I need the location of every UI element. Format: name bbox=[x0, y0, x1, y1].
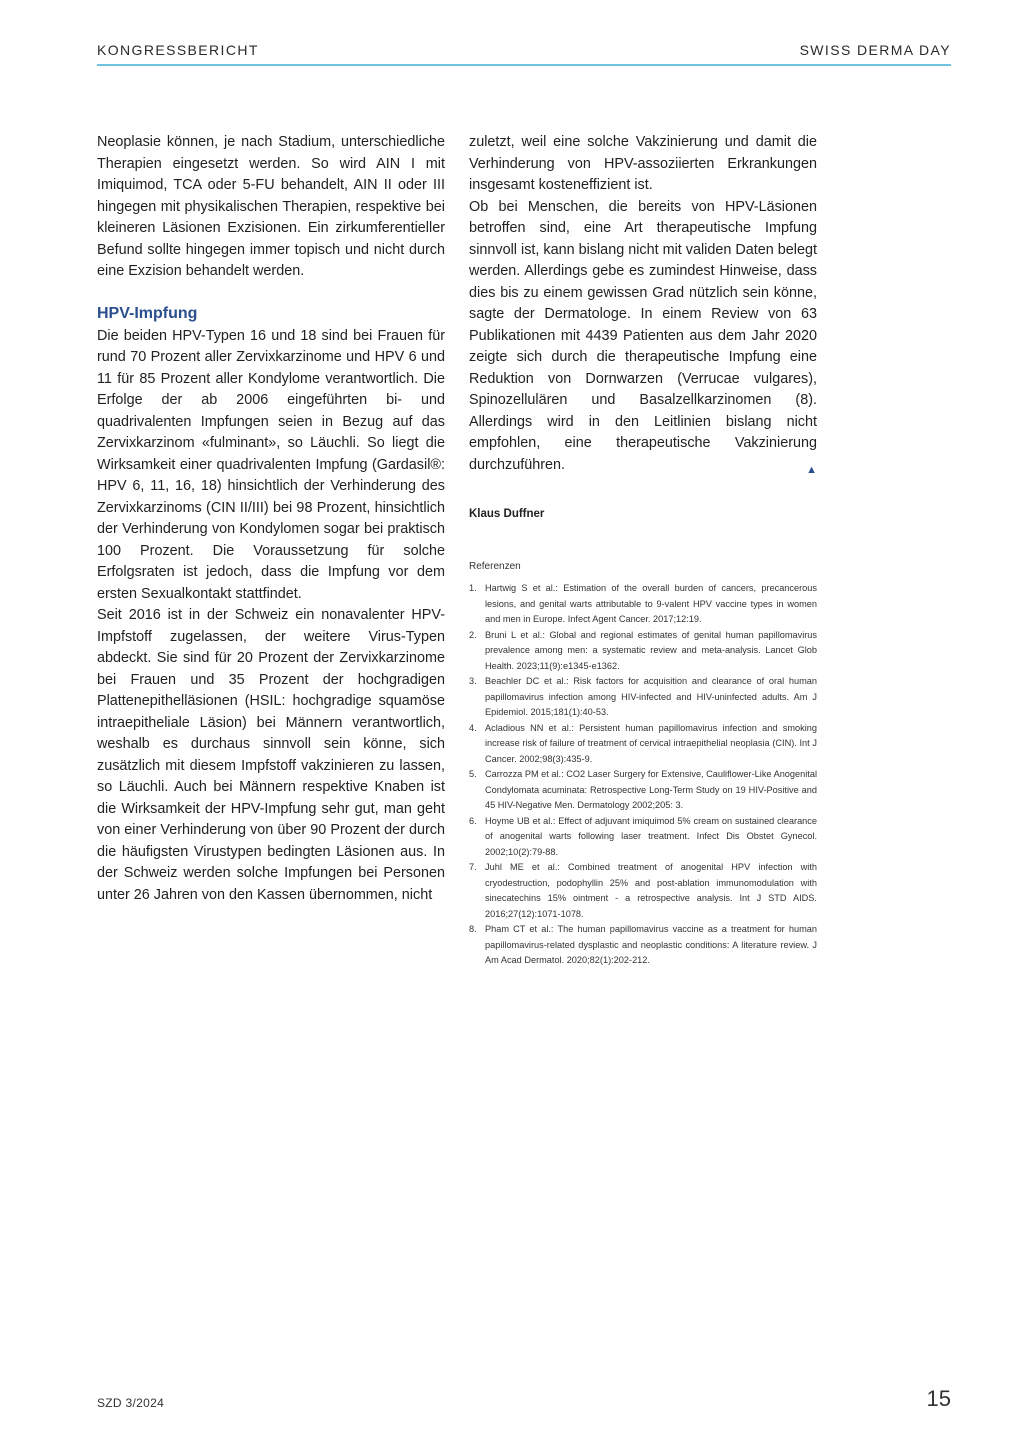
references-title: Referenzen bbox=[469, 560, 521, 572]
reference-text: Beachler DC et al.: Risk factors for acquisition and clearance of oral human papillomavirus infection among HIV-infected and HIV-uninfected adults. Am J Epidemiol. 2015;181(1):40-53. bbox=[485, 676, 817, 717]
page-number: 15 bbox=[926, 1386, 951, 1411]
reference-text: Bruni L et al.: Global and regional estimates of genital human papillomavirus prevalence among men: a systematic review and meta-analysis. Lancet Glob Health. 2023;11(9):e1345-e1362. bbox=[485, 629, 817, 671]
reference-item bbox=[469, 922, 817, 969]
body-paragraph: zuletzt, weil eine solche Vakzinierung und damit die Verhinderung von HPV-assoziierten Erkrankungen insgesamt kosteneffizient ist. bbox=[469, 134, 817, 193]
body-text: Ob bei Menschen, die bereits von HPV-Läsionen betroffen sind, eine Art therapeutische Impfung sinnvoll ist, kann bislang nicht mit validen Daten belegt werden. Allerdings gebe es zumindest Hinweise, dass dies bis zu einem gewissen Grad nützlich sein könne, sagte der Dermatologe. In einem Review von 63 Publikationen mit 4439 Patienten aus dem Jahr 2020 zeigte sich durch die therapeutische Impfung eine Reduktion von Dornwarzen (Verrucae vulgares), Spinozellulären und Basalzellkarzinomen (8). Allerdings wird in den Leitlinien bislang nicht empfohlen, eine therapeutische Vakzinierung durchzuführen. bbox=[469, 198, 817, 473]
reference-text: Hoyme UB et al.: Effect of adjuvant imiquimod 5% cream on sustained clearance of anogenital warts following laser treatment. Infect Dis Obstet Gynecol. 2002;10(2):79-88. bbox=[485, 815, 817, 857]
reference-number: 4. bbox=[469, 722, 477, 733]
topic-label: SWISS DERMA DAY bbox=[799, 42, 951, 58]
body-paragraph: Die beiden HPV-Typen 16 und 18 sind bei Frauen für rund 70 Prozent aller Zervixkarzinome und HPV 6 und 11 für 85 Prozent aller Kondylome verantwortlich. Die Erfolge der ab 2006 eingeführten bi- und quadrivalenten Impfungen seien in Bezug auf das Zervixkarzinom «fulminant», so Läuchli. So liegt die Wirksamkeit einer quadrivalenten Impfung (Gardasil®: HPV 6, 11, 16, 18) hinsichtlich der Verhinderung des Zervixkarzinoms (CIN II/III) bei 98 Prozent, hinsichtlich der Verhinderung von Kondylomen sogar bei praktisch 100 Prozent. Die Voraussetzung für solche Erfolgsraten ist jedoch, dass die Impfung vor dem ersten Sexualkontakt stattfindet. bbox=[97, 327, 445, 602]
reference-item bbox=[469, 628, 817, 675]
reference-item bbox=[469, 581, 817, 628]
reference-number: 6. bbox=[469, 815, 477, 826]
issue-label: SZD 3/2024 bbox=[97, 1396, 165, 1410]
reference-item bbox=[469, 674, 817, 721]
reference-text: Acladious NN et al.: Persistent human papillomavirus infection and smoking increase risk of failure of treatment of cervical intraepithelial neoplasia (CIN). Int J Cancer. 2002;98(3):435-9. bbox=[485, 722, 817, 764]
end-triangle-icon: ▲ bbox=[806, 463, 817, 476]
right-column bbox=[469, 132, 817, 969]
body-paragraph: Neoplasie können, je nach Stadium, unterschiedliche Therapien eingesetzt werden. So wird AIN I mit Imiquimod, TCA oder 5-FU behandelt, AIN II oder III hingegen mit physikalischen Therapien, respektive bei kleineren Läsionen Exzisionen. Ein zirkumferentieller Befund sollte hingegen immer topisch und nicht durch eine Exzision behandelt werden. bbox=[97, 134, 445, 279]
body-paragraph bbox=[469, 197, 817, 477]
reference-number: 3. bbox=[469, 676, 477, 686]
reference-number: 1. bbox=[469, 583, 477, 593]
reference-number: 7. bbox=[469, 862, 477, 872]
author-name: Klaus Duffner bbox=[469, 508, 545, 520]
reference-text: Hartwig S et al.: Estimation of the overall burden of cancers, precancerous lesions, and genital warts attributable to 9-valent HPV vaccine types in women and men in Europe. Infect Agent Cancer. 2017;12:19. bbox=[485, 583, 817, 624]
section-heading: HPV-Impfung bbox=[97, 304, 198, 322]
page-header bbox=[97, 40, 951, 66]
reference-text: Carrozza PM et al.: CO2 Laser Surgery for Extensive, Cauliflower-Like Anogenital Condylomata acuminata: Retrospective Long-Term Study on 19 HIV-Positive and 45 HIV-Negative Men. Dermatology 2002;205: 3. bbox=[485, 769, 817, 810]
body-paragraph: Seit 2016 ist in der Schweiz ein nonavalenter HPV-Impfstoff zugelassen, der weitere Virus-Typen abdeckt. Sie sind für 20 Prozent der Zervixkarzinome bei Frauen und 35 Prozent der hochgradigen Plattenepithelläsionen (HSIL: hochgradige squamöse intraepitheliale Läsion) bei Männern verantwortlich, weshalb es durchaus sinnvoll sein könne, sich zusätzlich mit diesem Impfstoff vakzinieren zu lassen, so Läuchli. Auch bei Männern respektive Knaben ist die Wirksamkeit der HPV-Impfung sehr gut, man geht von einer Verhinderung von über 90 Prozent der durch die häufigsten Virustypen bedingten Läsionen aus. In der Schweiz werden solche Impfungen bei Personen unter 26 Jahren von den Kassen übernommen, nicht bbox=[97, 607, 445, 903]
reference-item bbox=[469, 767, 817, 814]
reference-number: 2. bbox=[469, 629, 477, 640]
reference-text: Pham CT et al.: The human papillomavirus vaccine as a treatment for human papillomavirus-related dysplastic and neoplastic conditions: A literature review. J Am Acad Dermatol. 2020;82(1):202-212. bbox=[485, 924, 817, 965]
reference-item bbox=[469, 860, 817, 922]
left-column bbox=[97, 132, 445, 906]
reference-text: Juhl ME et al.: Combined treatment of anogenital HPV infection with cryodestruction, podophyllin 25% and post-ablation immunomodulation with sinecatechins 15% ointment - a retrospective analysis. Int J STD AIDS. 2016;27(12):1071-1078. bbox=[485, 862, 817, 919]
references-list bbox=[469, 581, 817, 969]
reference-number: 8. bbox=[469, 924, 477, 934]
reference-number: 5. bbox=[469, 769, 477, 779]
reference-item bbox=[469, 814, 817, 861]
section-label: KONGRESSBERICHT bbox=[97, 42, 259, 58]
reference-item bbox=[469, 721, 817, 768]
